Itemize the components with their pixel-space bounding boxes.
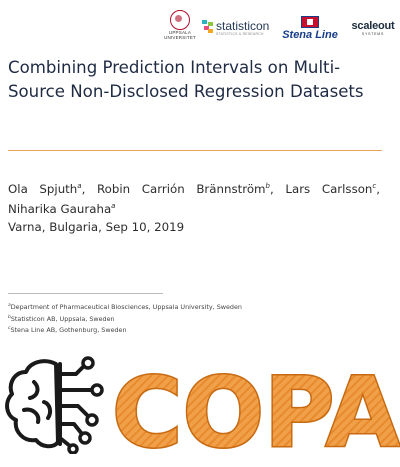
stena-flag-icon <box>301 16 319 28</box>
title-divider <box>8 150 382 151</box>
author-name: Lars Carlsson <box>285 181 373 196</box>
author-affil-mark: a <box>111 201 116 210</box>
location-date: Varna, Bulgaria, Sep 10, 2019 <box>8 220 185 234</box>
affiliation-item <box>8 313 242 325</box>
scaleout-sub: SYSTEMS <box>361 32 385 36</box>
author-name: Niharika Gauraha <box>8 201 112 216</box>
author-affil-mark: a <box>77 182 82 190</box>
paper-title: Combining Prediction Intervals on Multi-Source Non-Disclosed Regression Datasets <box>8 58 364 101</box>
statisticon-mark-icon <box>202 20 214 34</box>
author-affil-mark: b <box>265 182 270 190</box>
scaleout-logo <box>345 20 400 36</box>
uppsala-seal-icon <box>170 10 190 30</box>
uppsala-university-logo <box>162 10 198 40</box>
affil-mark: c <box>8 326 11 332</box>
stena-line-name: Stena Line <box>282 29 338 41</box>
scaleout-name: scaleout <box>351 20 395 32</box>
statisticon-name: statisticon <box>216 19 270 33</box>
affil-text: Statisticon AB, Uppsala, Sweden <box>10 314 115 323</box>
affil-mark: b <box>8 314 11 320</box>
author-name: Ola Spjuth <box>8 181 78 196</box>
footnote-divider <box>8 293 163 294</box>
affiliation-item <box>8 301 242 313</box>
author-affil-mark: c <box>372 182 377 190</box>
author-name: Robin Carrión Brännström <box>96 181 266 196</box>
author-list: Ola Spjuth$^a$, Robin Carrión Brännström$^b$, Lars Carlsson$^c$, Niharika Gauraha$^a$ <box>8 181 381 216</box>
sponsor-logos <box>0 6 400 50</box>
uppsala-logo-line1: UPPSALA <box>168 30 192 35</box>
statisticon-tagline: STATISTICS & RESEARCH <box>216 32 264 36</box>
affil-text: Stena Line AB, Gothenburg, Sweden <box>10 326 127 335</box>
affil-text: Department of Pharmaceutical Biosciences, Uppsala University, Sweden <box>10 303 242 312</box>
brain-circuit-icon <box>4 354 114 454</box>
copa-logo <box>112 354 400 458</box>
affiliation-list <box>8 301 242 336</box>
affil-mark: a <box>8 303 11 308</box>
uppsala-logo-line2: UNIVERSITET <box>164 35 196 40</box>
copa-wordmark: COPA <box>112 357 400 458</box>
affiliation-item <box>8 324 242 336</box>
stena-line-logo <box>278 16 342 41</box>
